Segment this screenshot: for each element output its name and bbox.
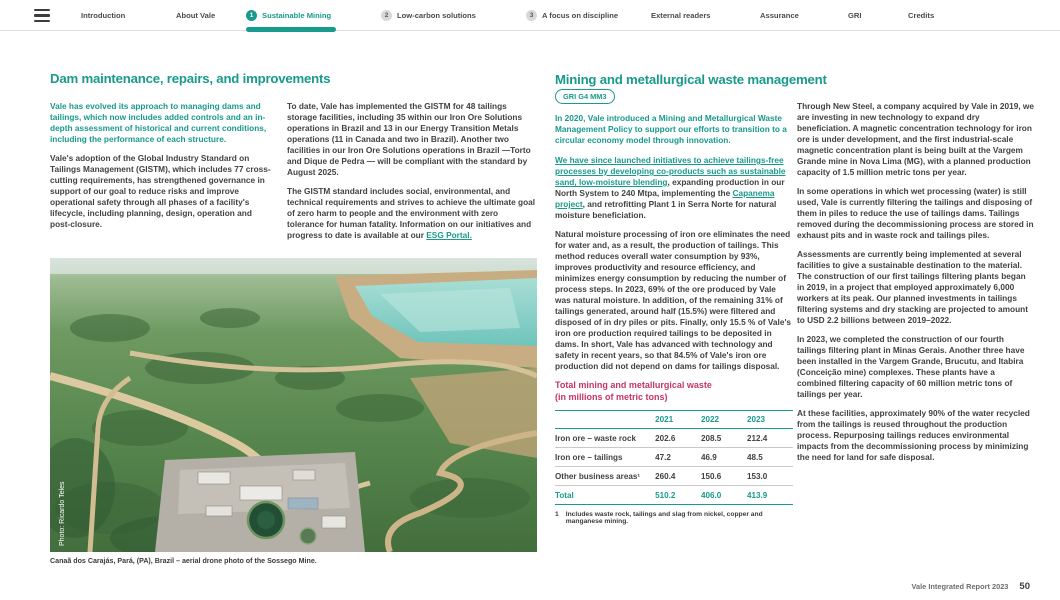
row-label: Other business areas¹ xyxy=(555,467,655,486)
cell-value: 46.9 xyxy=(701,448,747,467)
photo-credit-text: Photo: Ricardo Teles xyxy=(59,481,66,546)
nav-item-external-readers[interactable] xyxy=(651,0,711,31)
gri-indicator-badge: GRI G4 MM3 xyxy=(555,89,615,104)
nav-item-low-carbon-solutions[interactable] xyxy=(381,0,476,31)
nav-label: Low-carbon solutions xyxy=(397,11,476,20)
nav-label: Credits xyxy=(908,11,935,20)
table-row xyxy=(555,467,793,486)
cell-value: 47.2 xyxy=(655,448,701,467)
right-article-column-1 xyxy=(555,113,793,525)
paragraph-text: , expanding production in our North System to 240 Mtpa, implementing the xyxy=(555,177,785,198)
table-footnote xyxy=(555,511,793,525)
capanema-project-link[interactable]: Capanema project xyxy=(555,188,775,209)
paragraph-text: The GISTM standard includes social, environmental, and technical requirements and strives to achieve the ultimate goal of zero harm to people and the environment with zero tolerance for human fatality. Information on our initiatives and progress to date is available at our xyxy=(287,186,536,240)
nav-label: About Vale xyxy=(176,11,216,20)
nav-item-about-vale[interactable] xyxy=(176,0,215,31)
cell-value: 202.6 xyxy=(655,429,701,448)
nav-label: External readers xyxy=(651,11,711,20)
cell-value: 260.4 xyxy=(655,467,701,486)
col-header-2022: 2022 xyxy=(701,411,747,429)
cell-value: 150.6 xyxy=(701,467,747,486)
mine-photo xyxy=(50,258,537,552)
nav-label: Sustainable Mining xyxy=(262,11,332,20)
cell-value: 406.0 xyxy=(701,486,747,505)
left-article-column-2 xyxy=(287,101,537,249)
report-name: Vale Integrated Report 2023 xyxy=(911,582,1009,591)
right-article-paragraph: Natural moisture processing of iron ore eliminates the need for water and, as a result, the production of tailings. This method reduces overall water consumption by 93%, improves productivity and resource efficiency, and minimizes energy consumption by reducing the number of process steps. In 2023, 69% of the ore produced by Vale was natural moisture. In addition, of the remaining 31% of tailings generated, around half (15.5%) were filtered and disposed of in dry piles or pits. Finally, only 15.5 % of Vale's iron ore production required tailings to be deposited in dams. In short, Vale has advanced with technology and safety in recent years, so that 84.5% of Vale's iron ore production did not depend on dams for tailings disposal. xyxy=(555,229,792,371)
nav-label: GRI xyxy=(848,11,862,20)
nav-label: A focus on discipline xyxy=(542,11,619,20)
page-footer xyxy=(860,581,1030,592)
table-row xyxy=(555,429,793,448)
left-article-paragraph: Vale's adoption of the Global Industry Standard on Tailings Management (GISTM), which includes 77 cross-cutting requirements, has strengthened governance in support of our goal to reduce risks and improve operational safety through all phases of a facility's lifecycle, including planning, design, operation and post-closure. xyxy=(50,153,271,229)
cell-value: 212.4 xyxy=(747,429,793,448)
row-label: Total xyxy=(555,486,655,505)
right-article-paragraph: In some operations in which wet processing (water) is still used, Vale is currently filtering the tailings and disposing of them in piles to reduce the use of tailings dams. Tailings removed during the decommissioning process are stored in exhaust pits and in waste rock and tailings piles. xyxy=(797,186,1034,240)
table-title-line1: Total mining and metallurgical waste xyxy=(555,380,712,390)
right-article-paragraph: At these facilities, approximately 90% of the water recycled from the tailings is reused throughout the production process. Repurposing tailings reduces environmental impacts from the decommissioning process by minimizing the need for land for safe disposal. xyxy=(797,408,1030,462)
photo-caption: Canaã dos Carajás, Pará, (PA), Brazil – aerial drone photo of the Sossego Mine. xyxy=(50,557,317,565)
right-article-paragraph: In 2023, we completed the construction of our fourth tailings filtering plant in Minas Gerais. Another three have been installed in the Vargem Grande, Brucutu, and Itabira (Conceição mine) complexes. These plants have a combined filtering capacity of 60 million metric tons of tailings per year. xyxy=(797,334,1025,399)
paragraph-text: , and retrofitting Plant 1 in Serra Norte for natural moisture beneficiation. xyxy=(555,199,777,220)
page-number: 50 xyxy=(1019,581,1030,592)
right-article-column-2 xyxy=(797,101,1035,471)
nav-item-focus-on-discipline[interactable] xyxy=(526,0,618,31)
active-tab-indicator xyxy=(246,27,336,32)
cell-value: 413.9 xyxy=(747,486,793,505)
tailings-free-initiatives-link[interactable]: We have since launched initiatives to achieve tailings-free processes by developing co-products such as sustainable sand, low-moisture blending xyxy=(555,155,786,187)
left-article-title: Dam maintenance, repairs, and improvements xyxy=(50,71,331,86)
footnote-text: Includes waste rock, tailings and slag from nickel, copper and manganese mining. xyxy=(565,511,763,525)
left-article-lead: Vale has evolved its approach to managing dams and tailings, which now includes added controls and an in-depth assessment of historical and current conditions, including the performance of each structure. xyxy=(50,101,267,144)
footnote-number: 1 xyxy=(555,511,559,518)
step-number-badge: 2 xyxy=(381,10,392,21)
cell-value: 510.2 xyxy=(655,486,701,505)
table-title-line2: (in millions of metric tons) xyxy=(555,391,668,402)
nav-item-credits[interactable] xyxy=(908,0,934,31)
menu-icon[interactable] xyxy=(34,9,50,22)
step-number-badge: 3 xyxy=(526,10,537,21)
right-article-lead: In 2020, Vale introduced a Mining and Metallurgical Waste Management Policy to support our efforts to transition to a circular economy model through innovation. xyxy=(555,113,787,145)
col-header-2023: 2023 xyxy=(747,411,793,429)
cell-value: 208.5 xyxy=(701,429,747,448)
step-number-badge: 1 xyxy=(246,10,257,21)
left-article-paragraph xyxy=(287,186,537,241)
table-header-row xyxy=(555,411,793,429)
nav-item-introduction[interactable] xyxy=(81,0,125,31)
table-title xyxy=(555,380,793,403)
col-header-2021: 2021 xyxy=(655,411,701,429)
right-article-title: Mining and metallurgical waste management xyxy=(555,72,827,87)
cell-value: 153.0 xyxy=(747,467,793,486)
nav-item-assurance[interactable] xyxy=(760,0,799,31)
right-article-paragraph: Assessments are currently being implemented at several facilities to give a sustainable destination to the material. The construction of our first tailings filtering plants began in 2019, in a project that employed approximately 6,000 workers at its peak. Our planned investments in tailings filtering systems and dry stacking are projected to amount to USD 2.2 billions between 2019–2022. xyxy=(797,249,1028,325)
row-label: Iron ore – waste rock xyxy=(555,429,655,448)
table-row xyxy=(555,448,793,467)
row-label: Iron ore – tailings xyxy=(555,448,655,467)
table-total-row xyxy=(555,486,793,505)
right-article-paragraph: Through New Steel, a company acquired by Vale in 2019, we are investing in new technology to expand dry beneficiation. A magnetic concentration technology for iron ore is under development, and the first industrial-scale magnetic concentration plant is being built at the Vargem Grande mine in Nova Lima (MG), with a planned production capacity of 1.5 million metric tons per year. xyxy=(797,101,1034,177)
left-article-column-1 xyxy=(50,101,271,238)
nav-label: Assurance xyxy=(760,11,799,20)
esg-portal-link[interactable]: ESG Portal. xyxy=(426,230,472,240)
waste-table xyxy=(555,410,793,505)
nav-item-gri[interactable] xyxy=(848,0,862,31)
nav-label: Introduction xyxy=(81,11,126,20)
cell-value: 48.5 xyxy=(747,448,793,467)
left-article-paragraph: To date, Vale has implemented the GISTM for 48 tailings storage facilities, including 35 within our Iron Ore Solutions operations in Brazil and 13 in our Energy Transition Metals operations (11 in Canada and two in Brazil). Another two facilities in our Iron Ore Solutions operations in Brazil —Torto and Dique de Pedra — will be compliant with the standard by August 2025. xyxy=(287,101,531,177)
top-navigation xyxy=(0,0,1060,31)
right-article-link-paragraph xyxy=(555,155,793,221)
